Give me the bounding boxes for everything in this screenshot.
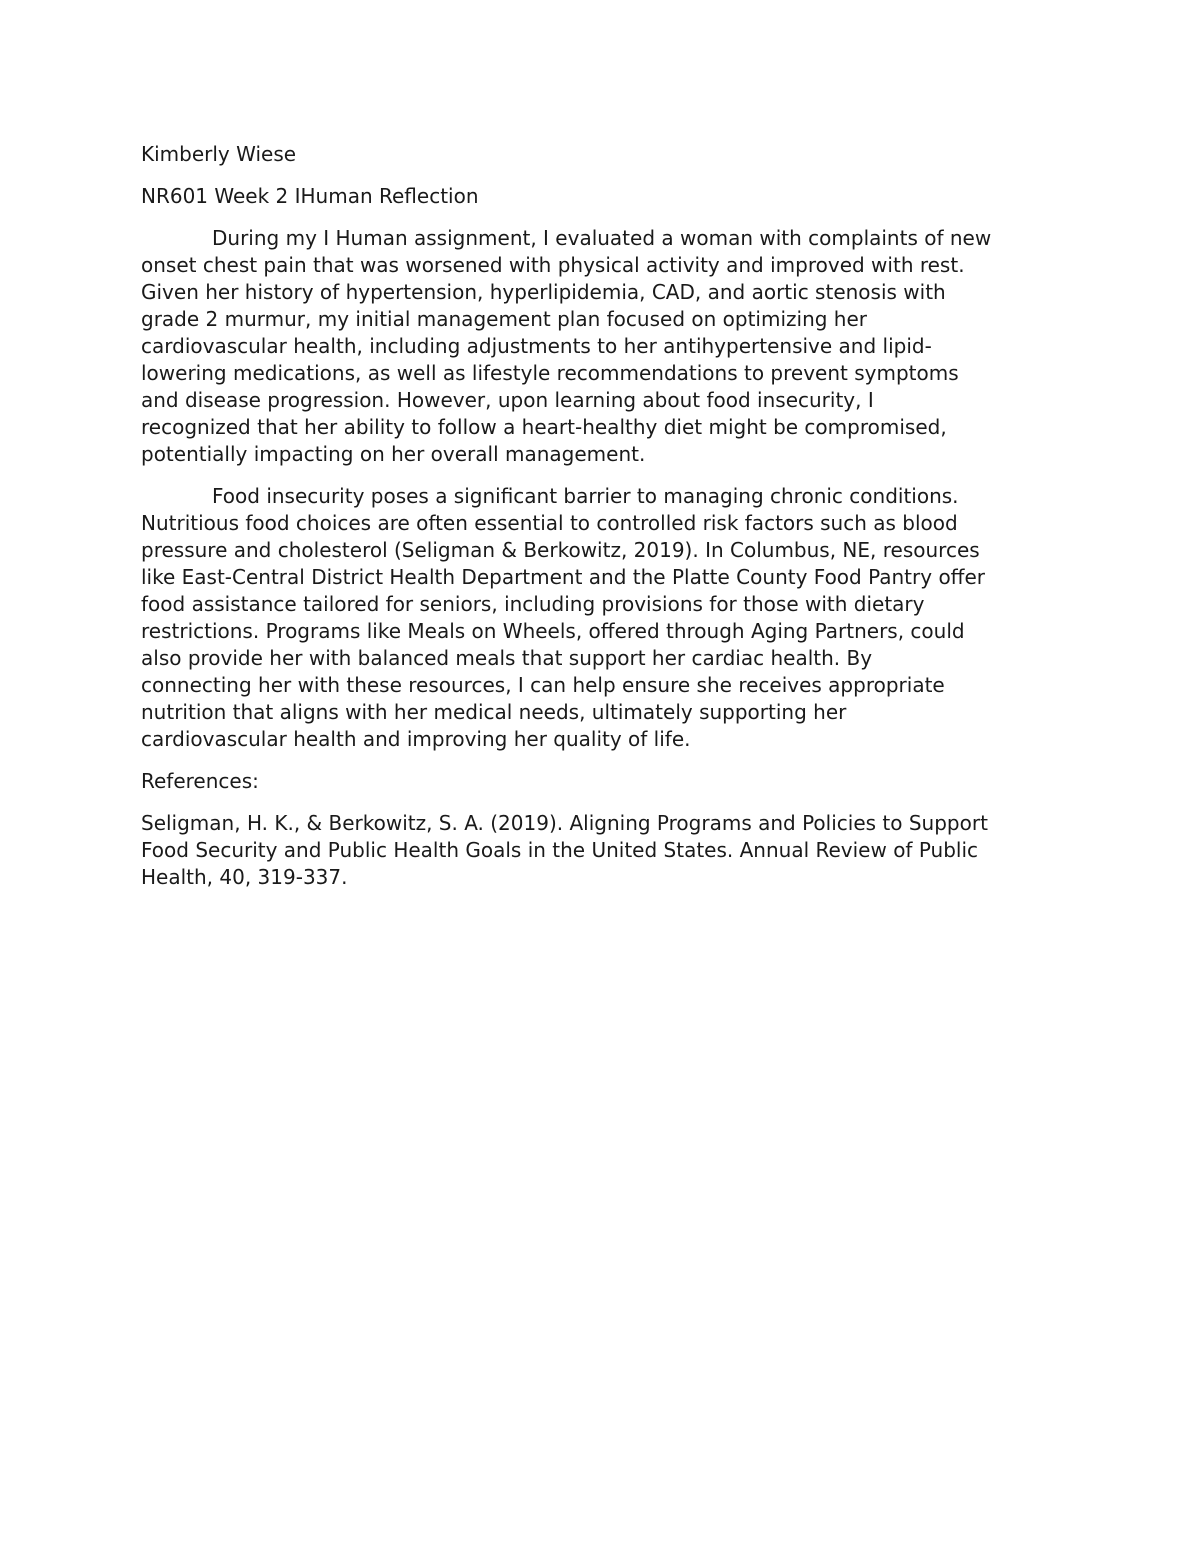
- reference-item: Seligman, H. K., & Berkowitz, S. A. (2019). Aligning Programs and Policies to Support Food Security and Public Health Goals in the United States. Annual Review of Public Health, 40, 319-337.: [141, 811, 988, 889]
- document-title: NR601 Week 2 IHuman Reflection: [141, 184, 479, 208]
- paragraph-1: During my I Human assignment, I evaluated a woman with complaints of new onset chest pain that was worsened with physical activity and improved with rest. Given her history of hypertension, hyperlipidemia, CAD, and aortic stenosis with grade 2 murmur, my initial management plan focused on optimizing her cardiovascular health, including adjustments to her antihypertensive and lipid- lowering medications, as well as lifestyle recommendations to prevent symptoms and disease progression. However, upon learning about food insecurity, I recognized that her ability to follow a heart-healthy diet might be compromised, potentially impacting on her overall management.: [141, 226, 992, 466]
- author-name: Kimberly Wiese: [141, 142, 297, 166]
- document-page: [141, 141, 1059, 891]
- references-heading: References:: [141, 769, 259, 793]
- paragraph-2: Food insecurity poses a significant barrier to managing chronic conditions. Nutritious food choices are often essential to controlled risk factors such as blood pressure and cholesterol (Seligman & Berkowitz, 2019). In Columbus, NE, resources like East-Central District Health Department and the Platte County Food Pantry offer food assistance tailored for seniors, including provisions for those with dietary restrictions. Programs like Meals on Wheels, offered through Aging Partners, could also provide her with balanced meals that support her cardiac health. By connecting her with these resources, I can help ensure she receives appropriate nutrition that aligns with her medical needs, ultimately supporting her cardiovascular health and improving her quality of life.: [141, 484, 985, 751]
